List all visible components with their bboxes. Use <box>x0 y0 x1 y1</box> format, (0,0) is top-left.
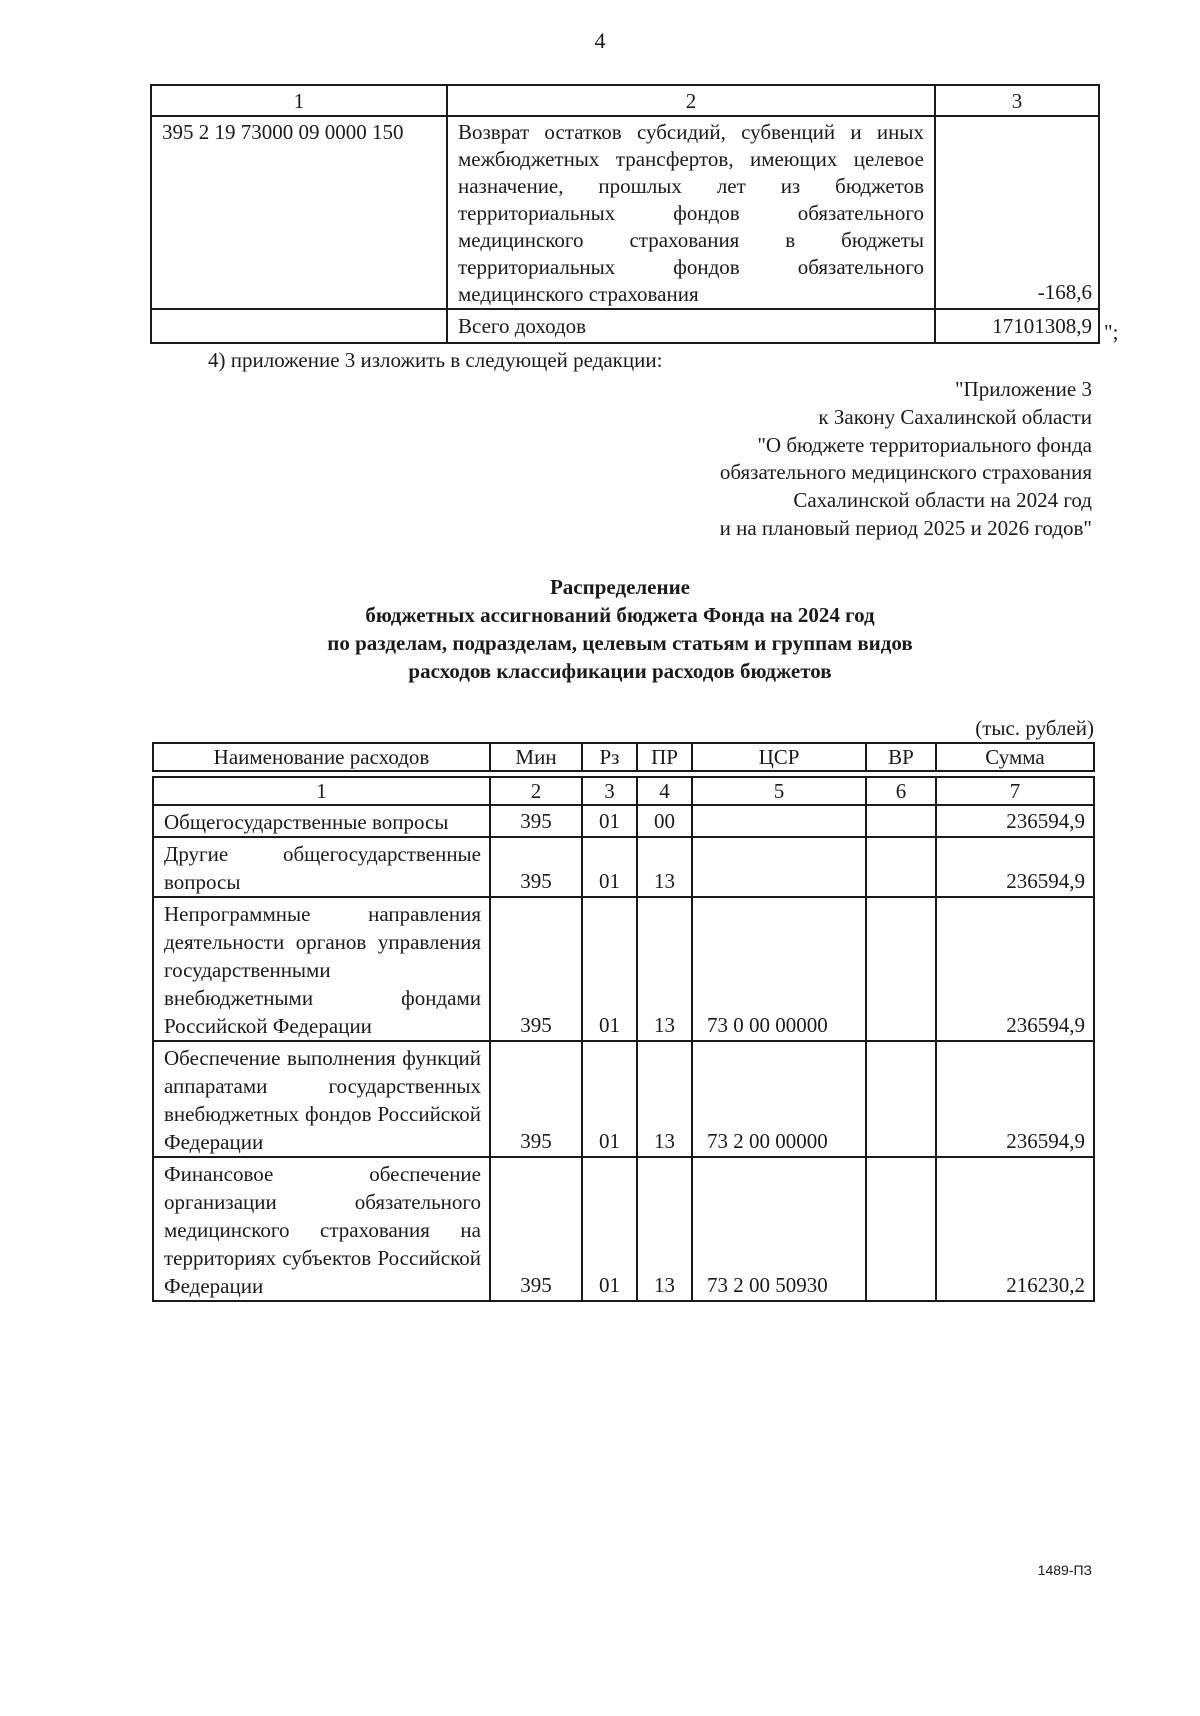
appendix-line: к Закону Сахалинской области <box>818 404 1092 429</box>
row-name: Финансовое обеспечение организации обязательного медицинского страхования на территориях субъектов Российской Федерации <box>153 1157 490 1301</box>
header-csr: ЦСР <box>692 743 866 771</box>
table-row <box>153 1041 1094 1157</box>
column-numbers-row <box>153 777 1094 805</box>
row-name: Общегосударственные вопросы <box>153 805 490 837</box>
document-title <box>0 573 1200 685</box>
row-min: 395 <box>490 1041 582 1157</box>
row-sum: 236594,9 <box>936 805 1094 837</box>
row-csr: 73 2 00 00000 <box>692 1041 866 1157</box>
row-pr: 13 <box>637 1041 692 1157</box>
row-vr <box>866 1041 936 1157</box>
income-row-amount: -168,6 <box>935 116 1099 309</box>
row-sum: 216230,2 <box>936 1157 1094 1301</box>
income-col-1-header: 1 <box>151 85 447 116</box>
header-vr: ВР <box>866 743 936 771</box>
column-number: 1 <box>153 777 490 805</box>
column-number: 4 <box>637 777 692 805</box>
row-vr <box>866 897 936 1041</box>
row-pr: 13 <box>637 1157 692 1301</box>
income-row-name: Возврат остатков субсидий, субвенций и иных межбюджетных трансфертов, имеющих целевое назначение, прошлых лет из бюджетов территориальных фондов обязательного медицинского страхования в бюджеты территориальных фондов обязательного медицинского страхования <box>447 116 935 309</box>
appendix-line: "Приложение 3 <box>954 377 1092 401</box>
amendment-text: 4) приложение 3 изложить в следующей редакции: <box>208 348 663 372</box>
row-pr: 13 <box>637 897 692 1041</box>
row-sum: 236594,9 <box>936 1041 1094 1157</box>
expense-table-header <box>153 743 1094 771</box>
title-line: бюджетных ассигнований бюджета Фонда на 2024 год <box>365 603 875 627</box>
table-row <box>153 897 1094 1041</box>
table-row <box>153 805 1094 837</box>
column-number: 2 <box>490 777 582 805</box>
income-total-amount: 17101308,9 <box>935 309 1099 343</box>
appendix-line: "О бюджете территориального фонда <box>757 432 1092 457</box>
title-line: Распределение <box>549 575 691 599</box>
header-min: Мин <box>490 743 582 771</box>
income-col-2-header: 2 <box>447 85 935 116</box>
income-row <box>151 116 1099 309</box>
row-min: 395 <box>490 897 582 1041</box>
income-total-empty <box>151 309 447 343</box>
row-csr: 73 2 00 50930 <box>692 1157 866 1301</box>
income-total-label: Всего доходов <box>447 309 935 343</box>
appendix-line: обязательного медицинского страхования <box>719 460 1092 485</box>
income-table <box>150 84 1100 344</box>
column-number: 7 <box>936 777 1094 805</box>
row-min: 395 <box>490 837 582 897</box>
appendix-line: и на плановый период 2025 и 2026 годов" <box>719 515 1092 540</box>
row-vr <box>866 837 936 897</box>
row-name: Обеспечение выполнения функций аппаратами государственных внебюджетных фондов Российской Федерации <box>153 1041 490 1157</box>
table-row <box>153 837 1094 897</box>
column-number: 5 <box>692 777 866 805</box>
header-pr: ПР <box>637 743 692 771</box>
page-number: 4 <box>594 28 606 53</box>
row-name: Непрограммные направления деятельности органов управления государственными внебюджетными фондами Российской Федерации <box>153 897 490 1041</box>
row-csr <box>692 805 866 837</box>
row-csr: 73 0 00 00000 <box>692 897 866 1041</box>
row-rz: 01 <box>582 897 637 1041</box>
row-rz: 01 <box>582 1157 637 1301</box>
column-number: 6 <box>866 777 936 805</box>
row-pr: 00 <box>637 805 692 837</box>
expense-table <box>152 742 1095 1302</box>
appendix-header <box>720 376 1092 543</box>
title-line: по разделам, подразделам, целевым статьям и группам видов <box>327 631 913 655</box>
row-rz: 01 <box>582 1041 637 1157</box>
row-pr: 13 <box>637 837 692 897</box>
header-name: Наименование расходов <box>153 743 490 771</box>
table-row <box>153 1157 1094 1301</box>
units-label: (тыс. рублей) <box>975 716 1094 740</box>
column-number: 3 <box>582 777 637 805</box>
row-vr <box>866 1157 936 1301</box>
row-rz: 01 <box>582 837 637 897</box>
row-name: Другие общегосударственные вопросы <box>153 837 490 897</box>
row-rz: 01 <box>582 805 637 837</box>
closing-quote: "; <box>1104 320 1119 344</box>
income-total-row <box>151 309 1099 343</box>
document-code: 1489-ПЗ <box>1037 1562 1092 1578</box>
row-min: 395 <box>490 1157 582 1301</box>
appendix-line: Сахалинской области на 2024 год <box>793 488 1092 513</box>
income-col-3-header: 3 <box>935 85 1099 116</box>
income-row-code: 395 2 19 73000 09 0000 150 <box>151 116 447 309</box>
header-sum: Сумма <box>936 743 1094 771</box>
row-vr <box>866 805 936 837</box>
title-line: расходов классификации расходов бюджетов <box>408 659 832 683</box>
header-rz: Рз <box>582 743 637 771</box>
row-sum: 236594,9 <box>936 897 1094 1041</box>
row-sum: 236594,9 <box>936 837 1094 897</box>
row-min: 395 <box>490 805 582 837</box>
row-csr <box>692 837 866 897</box>
income-table-header <box>151 85 1099 116</box>
